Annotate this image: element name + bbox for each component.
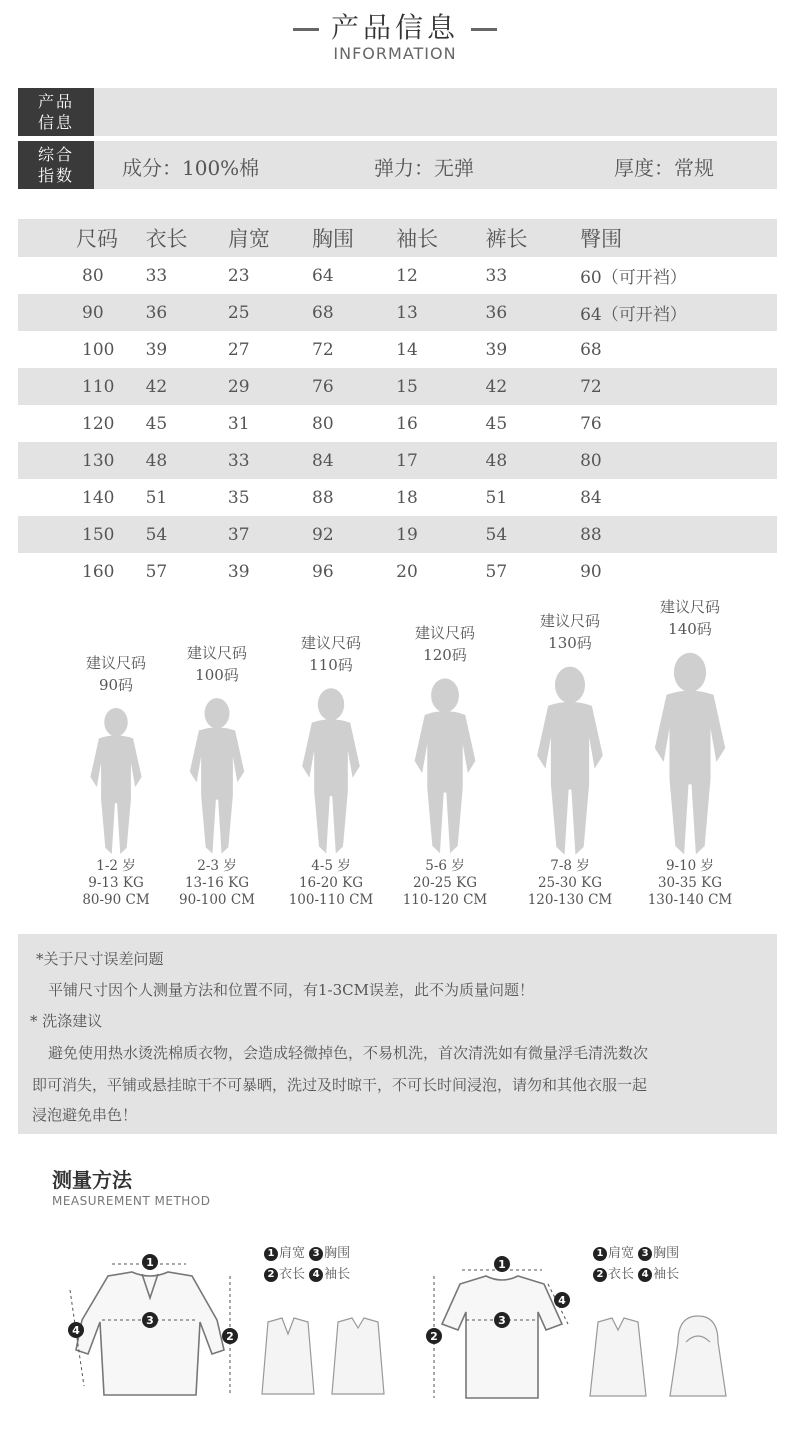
title-text: 产品信息 xyxy=(330,11,459,44)
diagram-marker-3 xyxy=(494,1312,510,1328)
size-table xyxy=(18,219,777,590)
weight-range: 25-30 KG xyxy=(537,875,603,891)
diagram-marker-3 xyxy=(142,1312,158,1328)
legend-label: 衣长 xyxy=(279,1267,306,1282)
size-table-header xyxy=(18,219,777,257)
num-1-icon: 1 xyxy=(593,1247,607,1261)
table-cell: 29 xyxy=(227,376,250,397)
age-weight-height xyxy=(510,858,630,909)
table-cell: 54 xyxy=(145,524,168,545)
garment-sketches-right xyxy=(574,1312,734,1402)
table-cell: 80 xyxy=(580,450,602,471)
note-text-washing-1: 避免使用热水烫洗棉质衣物，会造成轻微掉色，不易机洗，首次清洗如有微量浮毛清洗数次 xyxy=(48,1044,649,1062)
table-cell: 12 xyxy=(396,265,418,286)
table-cell: 18 xyxy=(396,487,418,508)
size-table-header-cell: 肩宽 xyxy=(227,227,270,251)
age-range: 2-3 岁 xyxy=(197,858,237,874)
num-2-icon: 2 xyxy=(264,1268,278,1282)
age-range: 9-10 岁 xyxy=(665,858,715,874)
num-4-icon: 4 xyxy=(638,1268,652,1282)
table-cell: 140 xyxy=(82,487,115,508)
measurement-legend-left xyxy=(264,1243,350,1285)
table-cell: 36 xyxy=(485,302,508,323)
weight-range: 16-20 KG xyxy=(298,875,364,891)
height-range: 110-120 CM xyxy=(402,892,488,908)
composition-text: 成分：100%棉 xyxy=(122,156,260,180)
table-cell: 14 xyxy=(396,339,418,360)
table-cell: 48 xyxy=(485,450,508,471)
table-cell: 16 xyxy=(396,413,418,434)
table-cell: 120 xyxy=(82,413,115,434)
suggest-size: 140码 xyxy=(668,620,712,638)
table-cell: 60（可开裆） xyxy=(580,268,687,288)
table-cell: 42 xyxy=(485,376,508,397)
size-suggestion xyxy=(157,642,277,858)
table-cell: 51 xyxy=(145,487,168,508)
size-table-header-cell: 衣长 xyxy=(145,227,188,251)
table-cell: 23 xyxy=(227,265,250,286)
suggest-size: 100码 xyxy=(195,666,239,684)
weight-range: 30-35 KG xyxy=(657,875,723,891)
notes-panel xyxy=(18,934,777,1134)
svg-text:1: 1 xyxy=(146,1256,154,1269)
age-weight-height xyxy=(385,858,505,909)
height-range: 90-100 CM xyxy=(179,892,255,908)
age-weight-height xyxy=(271,858,391,909)
height-range: 120-130 CM xyxy=(527,892,613,908)
num-4-icon: 4 xyxy=(309,1268,323,1282)
note-text-washing-3: 浸泡避免串色！ xyxy=(32,1106,138,1124)
size-table-header-cell: 裤长 xyxy=(485,227,528,251)
page-title xyxy=(0,6,790,46)
suggest-label: 建议尺码 xyxy=(186,644,247,662)
measurement-legend-right xyxy=(593,1243,679,1285)
table-cell: 110 xyxy=(82,376,115,397)
size-suggestion xyxy=(385,622,505,858)
table-cell: 68 xyxy=(312,302,334,323)
suggest-size: 110码 xyxy=(309,656,353,674)
table-row xyxy=(18,516,777,553)
table-row xyxy=(18,479,777,516)
table-cell: 57 xyxy=(485,561,508,582)
tag-line: 产品 xyxy=(37,92,74,111)
suggest-label: 建议尺码 xyxy=(300,634,361,652)
table-cell: 54 xyxy=(485,524,508,545)
suggest-size: 130码 xyxy=(548,634,592,652)
age-range: 7-8 岁 xyxy=(550,858,590,874)
height-range: 100-110 CM xyxy=(288,892,374,908)
composite-tag xyxy=(18,141,94,189)
elasticity-text: 弹力：无弹 xyxy=(374,156,474,180)
table-cell: 68 xyxy=(580,339,602,360)
table-cell: 64（可开裆） xyxy=(580,305,687,325)
table-cell: 90 xyxy=(82,302,104,323)
table-row xyxy=(18,405,777,442)
svg-text:3: 3 xyxy=(146,1314,154,1327)
table-cell: 37 xyxy=(227,524,250,545)
table-cell: 80 xyxy=(82,265,104,286)
child-silhouette-icon xyxy=(183,696,251,858)
diagram-marker-2 xyxy=(222,1328,238,1344)
legend-label: 袖长 xyxy=(324,1267,351,1282)
num-3-icon: 3 xyxy=(309,1247,323,1261)
table-cell: 76 xyxy=(580,413,602,434)
table-cell: 84 xyxy=(580,487,602,508)
table-cell: 57 xyxy=(145,561,168,582)
tag-line: 综合 xyxy=(37,145,74,164)
garment-sketches-left xyxy=(248,1314,388,1400)
age-weight-height xyxy=(630,858,750,909)
weight-range: 13-16 KG xyxy=(184,875,250,891)
table-cell: 100 xyxy=(82,339,115,360)
size-suggestion xyxy=(630,596,750,860)
legend-label: 胸围 xyxy=(324,1246,351,1261)
table-cell: 90 xyxy=(580,561,602,582)
table-cell: 33 xyxy=(227,450,250,471)
diagram-marker-4 xyxy=(68,1322,84,1338)
table-cell: 64 xyxy=(312,265,334,286)
table-cell: 15 xyxy=(396,376,418,397)
size-table-header-cell: 臀围 xyxy=(580,227,623,251)
product-info-row xyxy=(18,88,777,136)
size-table-body xyxy=(18,257,777,590)
table-cell: 39 xyxy=(485,339,508,360)
table-cell: 88 xyxy=(312,487,334,508)
svg-text:2: 2 xyxy=(226,1330,234,1343)
table-row xyxy=(18,553,777,590)
child-silhouette-icon xyxy=(295,686,367,858)
age-weight-height xyxy=(157,858,277,909)
table-cell: 160 xyxy=(82,561,115,582)
legend-label: 衣长 xyxy=(608,1267,635,1282)
table-row xyxy=(18,331,777,368)
table-cell: 20 xyxy=(396,561,418,582)
suggest-size: 120码 xyxy=(423,646,467,664)
table-cell: 39 xyxy=(227,561,250,582)
table-cell: 150 xyxy=(82,524,115,545)
age-range: 5-6 岁 xyxy=(425,858,465,874)
table-cell: 72 xyxy=(580,376,602,397)
suggest-label: 建议尺码 xyxy=(659,598,720,616)
svg-text:1: 1 xyxy=(498,1258,506,1271)
table-cell: 51 xyxy=(485,487,508,508)
svg-text:4: 4 xyxy=(72,1324,80,1337)
table-cell: 33 xyxy=(485,265,508,286)
table-cell: 25 xyxy=(227,302,250,323)
table-cell: 27 xyxy=(227,339,250,360)
table-row xyxy=(18,368,777,405)
size-suggestion xyxy=(271,632,391,858)
age-range: 4-5 岁 xyxy=(311,858,351,874)
table-cell: 39 xyxy=(145,339,168,360)
table-cell: 84 xyxy=(312,450,334,471)
tag-line: 指数 xyxy=(37,166,74,185)
note-text-washing-2: 即可消失，平铺或悬挂晾干不可暴晒，洗过及时晾干，不可长时间浸泡，请勿和其他衣服一起 xyxy=(32,1076,648,1094)
table-cell: 45 xyxy=(145,413,168,434)
suggest-label: 建议尺码 xyxy=(85,654,146,672)
note-heading-size-error: *关于尺寸误差问题 xyxy=(36,950,164,968)
table-cell: 13 xyxy=(396,302,418,323)
legend-label: 肩宽 xyxy=(608,1246,635,1261)
product-info-tag xyxy=(18,88,94,136)
size-table-header-cell: 尺码 xyxy=(76,227,118,251)
child-silhouette-icon xyxy=(646,650,734,860)
tag-line: 信息 xyxy=(37,113,74,132)
child-silhouette-icon xyxy=(407,676,483,858)
table-cell: 35 xyxy=(227,487,250,508)
diagram-marker-4 xyxy=(554,1292,570,1308)
height-range: 80-90 CM xyxy=(82,892,150,908)
suggest-label: 建议尺码 xyxy=(539,612,600,630)
diagram-marker-1 xyxy=(142,1254,158,1270)
composite-row xyxy=(18,141,777,189)
table-cell: 17 xyxy=(396,450,418,471)
table-cell: 33 xyxy=(145,265,168,286)
table-cell: 45 xyxy=(485,413,508,434)
table-cell: 80 xyxy=(312,413,334,434)
diagram-marker-1 xyxy=(494,1256,510,1272)
suggest-label: 建议尺码 xyxy=(414,624,475,642)
table-row xyxy=(18,294,777,331)
note-text-size-error: 平铺尺寸因个人测量方法和位置不同，有1-3CM误差，此不为质量问题！ xyxy=(48,981,534,999)
svg-text:4: 4 xyxy=(558,1294,566,1307)
legend-label: 袖长 xyxy=(653,1267,680,1282)
note-heading-washing: * 洗涤建议 xyxy=(30,1012,103,1030)
tshirt-measurement-diagram xyxy=(426,1254,586,1400)
table-cell: 48 xyxy=(145,450,168,471)
child-silhouette-icon xyxy=(529,664,611,860)
table-cell: 92 xyxy=(312,524,334,545)
suggest-size: 90码 xyxy=(98,676,134,694)
table-cell: 96 xyxy=(312,561,334,582)
table-cell: 72 xyxy=(312,339,334,360)
age-range: 1-2 岁 xyxy=(96,858,136,874)
legend-label: 肩宽 xyxy=(279,1246,306,1261)
weight-range: 20-25 KG xyxy=(412,875,478,891)
thickness-text: 厚度：常规 xyxy=(614,156,714,180)
child-silhouette-icon xyxy=(84,706,148,858)
table-cell: 42 xyxy=(145,376,168,397)
size-table-header-cell: 胸围 xyxy=(312,227,355,251)
svg-text:2: 2 xyxy=(430,1330,438,1343)
page-subtitle: INFORMATION xyxy=(333,44,457,63)
sweater-measurement-diagram xyxy=(62,1250,252,1400)
legend-label: 胸围 xyxy=(653,1246,680,1261)
weight-range: 9-13 KG xyxy=(88,875,144,891)
table-cell: 19 xyxy=(396,524,418,545)
diagram-marker-2 xyxy=(426,1328,442,1344)
height-range: 130-140 CM xyxy=(647,892,733,908)
size-table-header-cell: 袖长 xyxy=(396,227,439,251)
table-cell: 130 xyxy=(82,450,115,471)
num-1-icon: 1 xyxy=(264,1247,278,1261)
size-suggestion xyxy=(510,610,630,860)
table-cell: 76 xyxy=(312,376,334,397)
table-cell: 36 xyxy=(145,302,168,323)
title-dash-left xyxy=(293,28,319,31)
num-2-icon: 2 xyxy=(593,1268,607,1282)
svg-text:3: 3 xyxy=(498,1314,506,1327)
table-row xyxy=(18,257,777,294)
measurement-title: 测量方法 xyxy=(52,1168,132,1192)
table-row xyxy=(18,442,777,479)
table-cell: 88 xyxy=(580,524,602,545)
title-dash-right xyxy=(471,28,497,31)
num-3-icon: 3 xyxy=(638,1247,652,1261)
measurement-subtitle: MEASUREMENT METHOD xyxy=(52,1194,211,1208)
table-cell: 31 xyxy=(227,413,250,434)
